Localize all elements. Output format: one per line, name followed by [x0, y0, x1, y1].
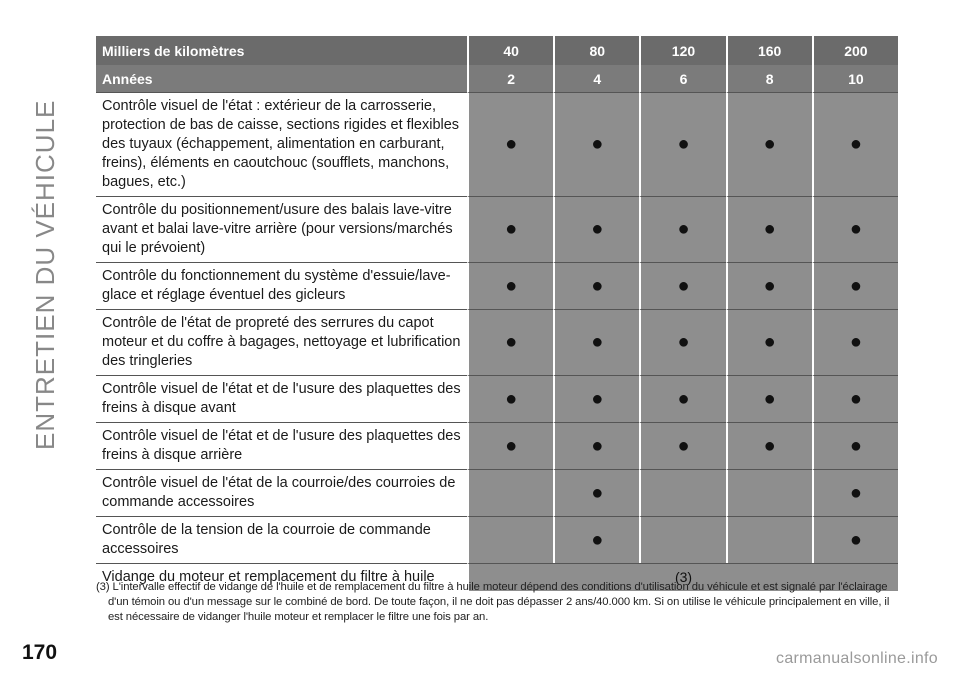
- maintenance-item-description: Contrôle visuel de l'état et de l'usure des plaquettes des freins à disque avant: [96, 375, 467, 422]
- header-year-value: 6: [639, 65, 725, 92]
- check-dot-icon: ●: [726, 375, 812, 422]
- maintenance-item-description: Contrôle de l'état de propreté des serrures du capot moteur et du coffre à bagages, nettoyage et lubrification des tringleries: [96, 309, 467, 375]
- header-km-label: Milliers de kilomètres: [96, 36, 467, 65]
- check-dot-icon: ●: [553, 309, 639, 375]
- empty-cell: [639, 516, 725, 563]
- page-number: 170: [22, 641, 58, 664]
- table-row: [96, 469, 898, 516]
- check-dot-icon: ●: [812, 375, 898, 422]
- check-dot-icon: ●: [812, 469, 898, 516]
- check-dot-icon: ●: [726, 196, 812, 262]
- check-dot-icon: ●: [553, 469, 639, 516]
- footnote: [96, 580, 908, 625]
- check-dot-icon: ●: [726, 92, 812, 196]
- check-dot-icon: ●: [553, 375, 639, 422]
- check-dot-icon: ●: [467, 422, 553, 469]
- check-dot-icon: ●: [467, 375, 553, 422]
- check-dot-icon: ●: [553, 422, 639, 469]
- check-dot-icon: ●: [467, 92, 553, 196]
- check-dot-icon: ●: [812, 196, 898, 262]
- header-km-value: 80: [553, 36, 639, 65]
- header-row-kilometres: [96, 36, 898, 65]
- table-row: [96, 309, 898, 375]
- header-km-value: 120: [639, 36, 725, 65]
- header-km-value: 40: [467, 36, 553, 65]
- header-row-years: [96, 65, 898, 92]
- table-row: [96, 196, 898, 262]
- check-dot-icon: ●: [726, 309, 812, 375]
- header-km-value: 200: [812, 36, 898, 65]
- header-year-value: 4: [553, 65, 639, 92]
- check-dot-icon: ●: [639, 422, 725, 469]
- check-dot-icon: ●: [812, 422, 898, 469]
- check-dot-icon: ●: [553, 196, 639, 262]
- empty-cell: [467, 516, 553, 563]
- footnote-reference: (3): [467, 563, 898, 591]
- check-dot-icon: ●: [467, 309, 553, 375]
- table-row: [96, 92, 898, 196]
- maintenance-item-description: Contrôle du positionnement/usure des balais lave-vitre avant et balai lave-vitre arrière (pour versions/marchés qui le prévoient): [96, 196, 467, 262]
- maintenance-item-description: Contrôle du fonctionnement du système d'essuie/lave-glace et réglage éventuel des gicleurs: [96, 262, 467, 309]
- header-year-value: 2: [467, 65, 553, 92]
- check-dot-icon: ●: [639, 196, 725, 262]
- check-dot-icon: ●: [553, 516, 639, 563]
- check-dot-icon: ●: [639, 375, 725, 422]
- header-year-value: 8: [726, 65, 812, 92]
- check-dot-icon: ●: [812, 262, 898, 309]
- header-km-value: 160: [726, 36, 812, 65]
- table-row: [96, 262, 898, 309]
- maintenance-item-description: Contrôle visuel de l'état de la courroie/des courroies de commande accessoires: [96, 469, 467, 516]
- maintenance-item-description: Contrôle visuel de l'état : extérieur de la carrosserie, protection de bas de caisse, sections rigides et flexibles des tuyaux (échappement, alimentation en carburant, freins), éléments en caoutchouc (soufflets, manchons, bagues, etc.): [96, 92, 467, 196]
- empty-cell: [726, 469, 812, 516]
- check-dot-icon: ●: [553, 262, 639, 309]
- check-dot-icon: ●: [467, 262, 553, 309]
- maintenance-item-description: Contrôle de la tension de la courroie de commande accessoires: [96, 516, 467, 563]
- check-dot-icon: ●: [467, 196, 553, 262]
- footnote-line: (3) L'intervalle effectif de vidange de l'huile et de remplacement du filtre à huile moteur dépend des conditions d'utilisation du véhicule et est signalé par l'éclairage: [96, 581, 888, 593]
- check-dot-icon: ●: [639, 92, 725, 196]
- watermark: carmanualsonline.info: [776, 650, 938, 667]
- table-row: [96, 422, 898, 469]
- check-dot-icon: ●: [639, 262, 725, 309]
- header-years-label: Années: [96, 65, 467, 92]
- table-row: [96, 516, 898, 563]
- header-year-value: 10: [812, 65, 898, 92]
- check-dot-icon: ●: [553, 92, 639, 196]
- check-dot-icon: ●: [812, 309, 898, 375]
- check-dot-icon: ●: [812, 516, 898, 563]
- maintenance-item-description: Contrôle visuel de l'état et de l'usure des plaquettes des freins à disque arrière: [96, 422, 467, 469]
- maintenance-item-description: Vidange du moteur et remplacement du filtre à huile: [96, 563, 467, 591]
- section-side-title-text: ENTRETIEN DU VÉHICULE: [30, 99, 60, 450]
- check-dot-icon: ●: [726, 422, 812, 469]
- check-dot-icon: ●: [726, 262, 812, 309]
- footnote-line: est nécessaire de vidanger l'huile moteur et remplacer le filtre une fois par an.: [108, 611, 489, 623]
- table-row: [96, 375, 898, 422]
- maintenance-schedule-table: [96, 36, 898, 591]
- empty-cell: [639, 469, 725, 516]
- check-dot-icon: ●: [639, 309, 725, 375]
- footnote-line: d'un témoin ou d'un message sur le combiné de bord. De toute façon, il ne doit pas dépasser 2 ans/40.000 km. Si on utilise le véhicule principalement en ville, il: [108, 596, 890, 608]
- check-dot-icon: ●: [812, 92, 898, 196]
- empty-cell: [726, 516, 812, 563]
- empty-cell: [467, 469, 553, 516]
